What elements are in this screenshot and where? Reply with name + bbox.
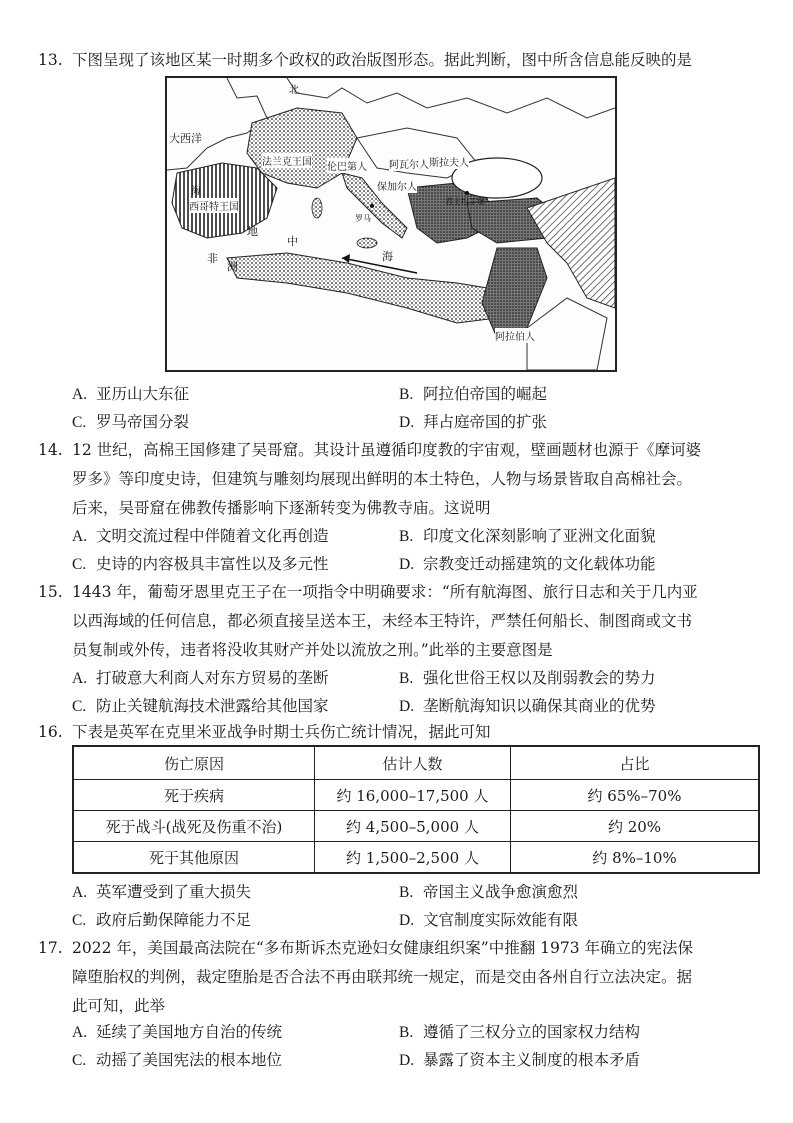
option-b[interactable]: B. 遵循了三权分立的国家权力结构 (399, 1023, 641, 1041)
table-cell: 约 1,500–2,500 人 (315, 842, 511, 874)
option-c[interactable]: C. 政府后勤保障能力不足 (72, 911, 252, 929)
question-text: 下图呈现了该地区某一时期多个政权的政治版图形态。据此判断，图中所含信息能反映的是 (72, 51, 693, 69)
question-17-options-row-2 (72, 1048, 762, 1076)
table-cell: 约 20% (511, 811, 760, 842)
option-c[interactable]: C. 动摇了美国宪法的根本地位 (72, 1051, 283, 1069)
stem-line: 以西海域的任何信息，都必须直接呈送本王，未经本王特许，严禁任何船长、制图商或文书 (72, 612, 693, 630)
option-d[interactable]: D. 暴露了资本主义制度的根本矛盾 (399, 1051, 641, 1069)
option-a[interactable]: A. 英军遭受到了重大损失 (72, 883, 252, 901)
table-cell: 死于其他原因 (73, 842, 315, 874)
option-d[interactable]: D. 宗教变迁动摇建筑的文化载体功能 (399, 555, 656, 573)
map-label-frankish: 法兰克王国 (262, 153, 312, 168)
table-header: 占比 (511, 746, 760, 780)
question-17-options-row-1 (72, 1020, 762, 1048)
table-row (73, 780, 759, 811)
question-13-options-row-2 (72, 410, 762, 438)
question-number: 14. (38, 441, 63, 459)
map-label-med-2: 中 (287, 235, 298, 248)
question-16-options-row-2 (72, 908, 762, 936)
table-cell: 死于疾病 (73, 780, 315, 811)
option-b[interactable]: B. 帝国主义战争愈演愈烈 (399, 883, 579, 901)
option-a[interactable]: A. 延续了美国地方自治的传统 (72, 1023, 283, 1041)
option-c[interactable]: C. 史诗的内容极具丰富性以及多元性 (72, 555, 329, 573)
map-drawing (167, 78, 615, 370)
option-c[interactable]: C. 罗马帝国分裂 (72, 413, 190, 431)
map-label-africa-1: 非 (207, 252, 218, 265)
table-header: 估计人数 (315, 746, 511, 780)
question-14-stem (38, 436, 758, 523)
question-number: 13. (38, 51, 63, 69)
table-cell: 约 4,500–5,000 人 (315, 811, 511, 842)
map-label-west-goths: 西哥特王国 (189, 198, 239, 213)
question-13-stem (38, 46, 758, 75)
map-label-north-sea: 北 (289, 85, 299, 96)
table-header-row (73, 746, 759, 780)
table-row (73, 811, 759, 842)
historical-map (165, 76, 617, 372)
question-15-stem (38, 578, 758, 665)
option-b[interactable]: B. 阿拉伯帝国的崛起 (399, 385, 548, 403)
option-d[interactable]: D. 文官制度实际效能有限 (399, 911, 579, 929)
stem-line: 罗多》等印度史诗，但建筑与雕刻均展现出鲜明的本土特色，人物与场景皆取自高棉社会。 (72, 470, 693, 488)
stem-line: 1443 年，葡萄牙恩里克王子在一项指令中明确要求：“所有航海图、旅行日志和关于几内亚 (72, 583, 698, 601)
question-number: 17. (38, 939, 63, 957)
table-cell: 约 16,000–17,500 人 (315, 780, 511, 811)
question-13-options-row-1 (72, 382, 762, 410)
map-label-sea: 海 (191, 186, 201, 197)
option-b[interactable]: B. 印度文化深刻影响了亚洲文化面貌 (399, 527, 656, 545)
stem-line: 12 世纪，高棉王国修建了吴哥窟。其设计虽遵循印度教的宇宙观，壁画题材也源于《摩诃婆 (72, 441, 702, 459)
stem-line: 2022 年，美国最高法院在“多布斯诉杰克逊妇女健康组织案”中推翻 1973 年确立的宪法保 (72, 939, 694, 957)
table-cell: 死于战斗(战死及伤重不治) (73, 811, 315, 842)
table-header: 伤亡原因 (73, 746, 315, 780)
table-row (73, 842, 759, 874)
map-label-constantinople: 君士坦丁堡 (445, 197, 485, 206)
map-label-lombards: 伦巴第人 (327, 158, 367, 173)
map-label-med-1: 地 (247, 225, 258, 238)
map-label-atlantic: 大西洋 (169, 132, 202, 145)
option-a[interactable]: A. 亚历山大东征 (72, 385, 190, 403)
option-d[interactable]: D. 垄断航海知识以确保其商业的优势 (399, 697, 656, 715)
stem-line: 后来，吴哥窟在佛教传播影响下逐渐转变为佛教寺庙。这说明 (72, 499, 491, 517)
map-label-bulgars: 保加尔人 (377, 178, 417, 193)
question-17-stem (38, 934, 758, 1021)
map-label-arabs: 阿拉伯人 (495, 328, 535, 343)
table-cell: 约 8%–10% (511, 842, 760, 874)
map-label-slavs: 斯拉夫人 (429, 154, 469, 169)
option-d[interactable]: D. 拜占庭帝国的扩张 (399, 413, 548, 431)
question-15-options-row-1 (72, 666, 762, 694)
map-label-rome: 罗马 (355, 214, 371, 223)
question-16-stem (38, 718, 758, 747)
option-b[interactable]: B. 强化世俗王权以及削弱教会的势力 (399, 669, 656, 687)
casualty-table (72, 745, 760, 874)
question-14-options-row-1 (72, 524, 762, 552)
question-16-options-row-1 (72, 880, 762, 908)
question-number: 15. (38, 583, 63, 601)
option-a[interactable]: A. 打破意大利商人对东方贸易的垄断 (72, 669, 329, 687)
stem-line: 障堕胎权的判例，裁定堕胎是否合法不再由联邦统一规定，而是交由各州自行立法决定。据 (72, 968, 693, 986)
stem-line: 此可知，此举 (72, 997, 166, 1015)
option-c[interactable]: C. 防止关键航海技术泄露给其他国家 (72, 697, 329, 715)
question-text: 下表是英军在克里米亚战争时期士兵伤亡统计情况，据此可知 (72, 723, 491, 741)
question-14-options-row-2 (72, 552, 762, 580)
map-label-avars: 阿瓦尔人 (389, 156, 429, 171)
map-label-med-3: 海 (382, 250, 393, 263)
question-number: 16. (38, 723, 63, 741)
table-cell: 约 65%–70% (511, 780, 760, 811)
map-label-africa-2: 洲 (227, 260, 238, 273)
option-a[interactable]: A. 文明交流过程中伴随着文化再创造 (72, 527, 329, 545)
stem-line: 员复制或外传，违者将没收其财产并处以流放之刑。”此举的主要意图是 (72, 641, 553, 659)
